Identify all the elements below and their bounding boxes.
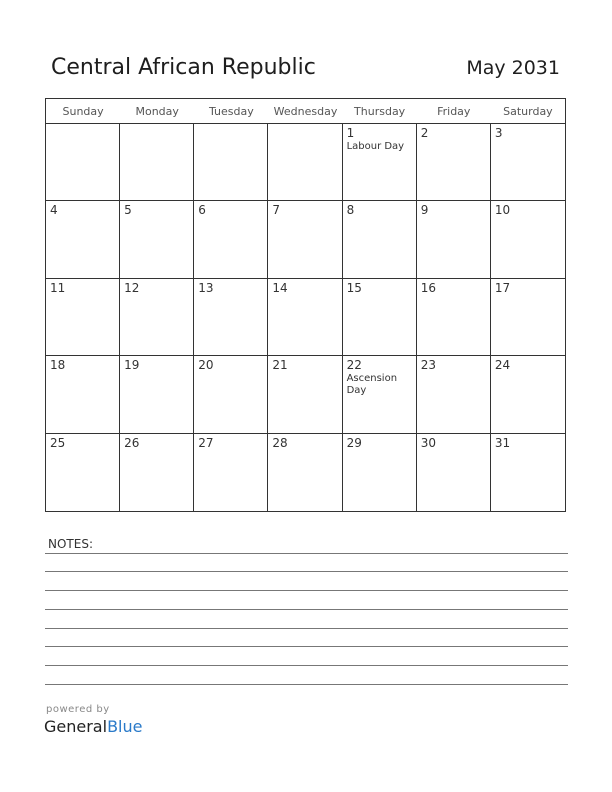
day-cell[interactable]: [120, 201, 194, 278]
weekday-saturday: Saturday: [503, 105, 553, 118]
day-cell[interactable]: [491, 124, 565, 201]
generalblue-logo[interactable]: [44, 717, 142, 736]
day-number: 4: [50, 203, 58, 218]
day-number: 10: [494, 203, 511, 218]
day-number: 30: [420, 435, 436, 450]
weekday-thursday: Thursday: [354, 105, 406, 118]
day-cell[interactable]: [343, 434, 417, 511]
day-number: 12: [124, 280, 140, 295]
powered-by-text: powered by: [46, 704, 110, 715]
day-cell[interactable]: [46, 356, 120, 433]
notes-line: [45, 590, 568, 591]
day-number: 9: [420, 203, 429, 218]
day-cell[interactable]: [417, 434, 491, 511]
day-number: 31: [494, 435, 511, 450]
day-cell[interactable]: [120, 356, 194, 433]
day-number: 26: [124, 435, 140, 450]
day-cell[interactable]: [120, 434, 194, 511]
day-cell[interactable]: [343, 201, 417, 278]
day-cell[interactable]: [194, 124, 268, 201]
day-number: 24: [494, 358, 511, 373]
day-cell[interactable]: [46, 279, 120, 356]
day-cell[interactable]: [46, 434, 120, 511]
day-cell[interactable]: [417, 279, 491, 356]
day-cell[interactable]: [194, 434, 268, 511]
day-cell[interactable]: [491, 201, 565, 278]
day-cell[interactable]: [417, 124, 491, 201]
day-number: 22: [346, 358, 362, 373]
day-number: 1: [346, 126, 355, 140]
day-number: 11: [50, 280, 66, 295]
weekday-header: [46, 99, 565, 124]
day-number: 23: [420, 358, 436, 373]
day-cell[interactable]: [343, 279, 417, 356]
day-cell[interactable]: [46, 124, 120, 201]
day-number: 20: [198, 358, 214, 373]
day-number: 15: [346, 280, 362, 295]
notes-line: [45, 646, 568, 647]
day-cells: [46, 124, 565, 511]
notes-line: [45, 609, 568, 610]
day-cell[interactable]: [491, 434, 565, 511]
day-number: 8: [346, 203, 355, 218]
day-cell[interactable]: [343, 356, 417, 433]
notes-line: [45, 628, 568, 629]
day-cell[interactable]: [268, 201, 342, 278]
day-number: 7: [272, 203, 281, 218]
day-cell[interactable]: [268, 434, 342, 511]
notes-line: [45, 684, 568, 685]
day-cell[interactable]: [491, 356, 565, 433]
day-cell[interactable]: [46, 201, 120, 278]
notes-line: [45, 571, 568, 572]
holiday-label: Labour Day: [346, 141, 405, 152]
day-number: 17: [494, 280, 511, 295]
day-number: 16: [420, 280, 436, 295]
month-year: May 2031: [466, 57, 560, 79]
day-number: 29: [346, 435, 362, 450]
notes-label: NOTES:: [48, 537, 93, 551]
logo-blue: Blue: [107, 717, 143, 736]
notes-line: [45, 553, 568, 554]
day-number: 13: [198, 280, 214, 295]
day-cell[interactable]: [343, 124, 417, 201]
weekday-monday: Monday: [135, 105, 179, 118]
weekday-friday: Friday: [437, 105, 471, 118]
weekday-sunday: Sunday: [62, 105, 104, 118]
day-number: 19: [124, 358, 140, 373]
day-number: 3: [494, 126, 503, 140]
day-number: 21: [272, 358, 288, 373]
day-cell[interactable]: [194, 356, 268, 433]
day-number: 5: [124, 203, 132, 218]
logo-general: General: [44, 717, 108, 736]
day-cell[interactable]: [417, 201, 491, 278]
day-cell[interactable]: [120, 279, 194, 356]
day-number: 25: [50, 435, 66, 450]
weekday-wednesday: Wednesday: [273, 105, 338, 118]
day-cell[interactable]: [268, 124, 342, 201]
weekday-tuesday: Tuesday: [208, 105, 254, 118]
day-cell[interactable]: [491, 279, 565, 356]
day-cell[interactable]: [120, 124, 194, 201]
day-number: 6: [198, 203, 206, 218]
day-number: 18: [50, 358, 66, 373]
notes-line: [45, 665, 568, 666]
day-number: 28: [272, 435, 288, 450]
day-cell[interactable]: [268, 279, 342, 356]
calendar-grid: [45, 98, 566, 512]
calendar-title: Central African Republic: [51, 55, 316, 80]
holiday-label: Ascension Day: [346, 373, 398, 397]
day-number: 27: [198, 435, 214, 450]
day-number: 14: [272, 280, 288, 295]
day-cell[interactable]: [194, 279, 268, 356]
day-cell[interactable]: [268, 356, 342, 433]
day-number: 2: [420, 126, 429, 140]
day-cell[interactable]: [194, 201, 268, 278]
day-cell[interactable]: [417, 356, 491, 433]
